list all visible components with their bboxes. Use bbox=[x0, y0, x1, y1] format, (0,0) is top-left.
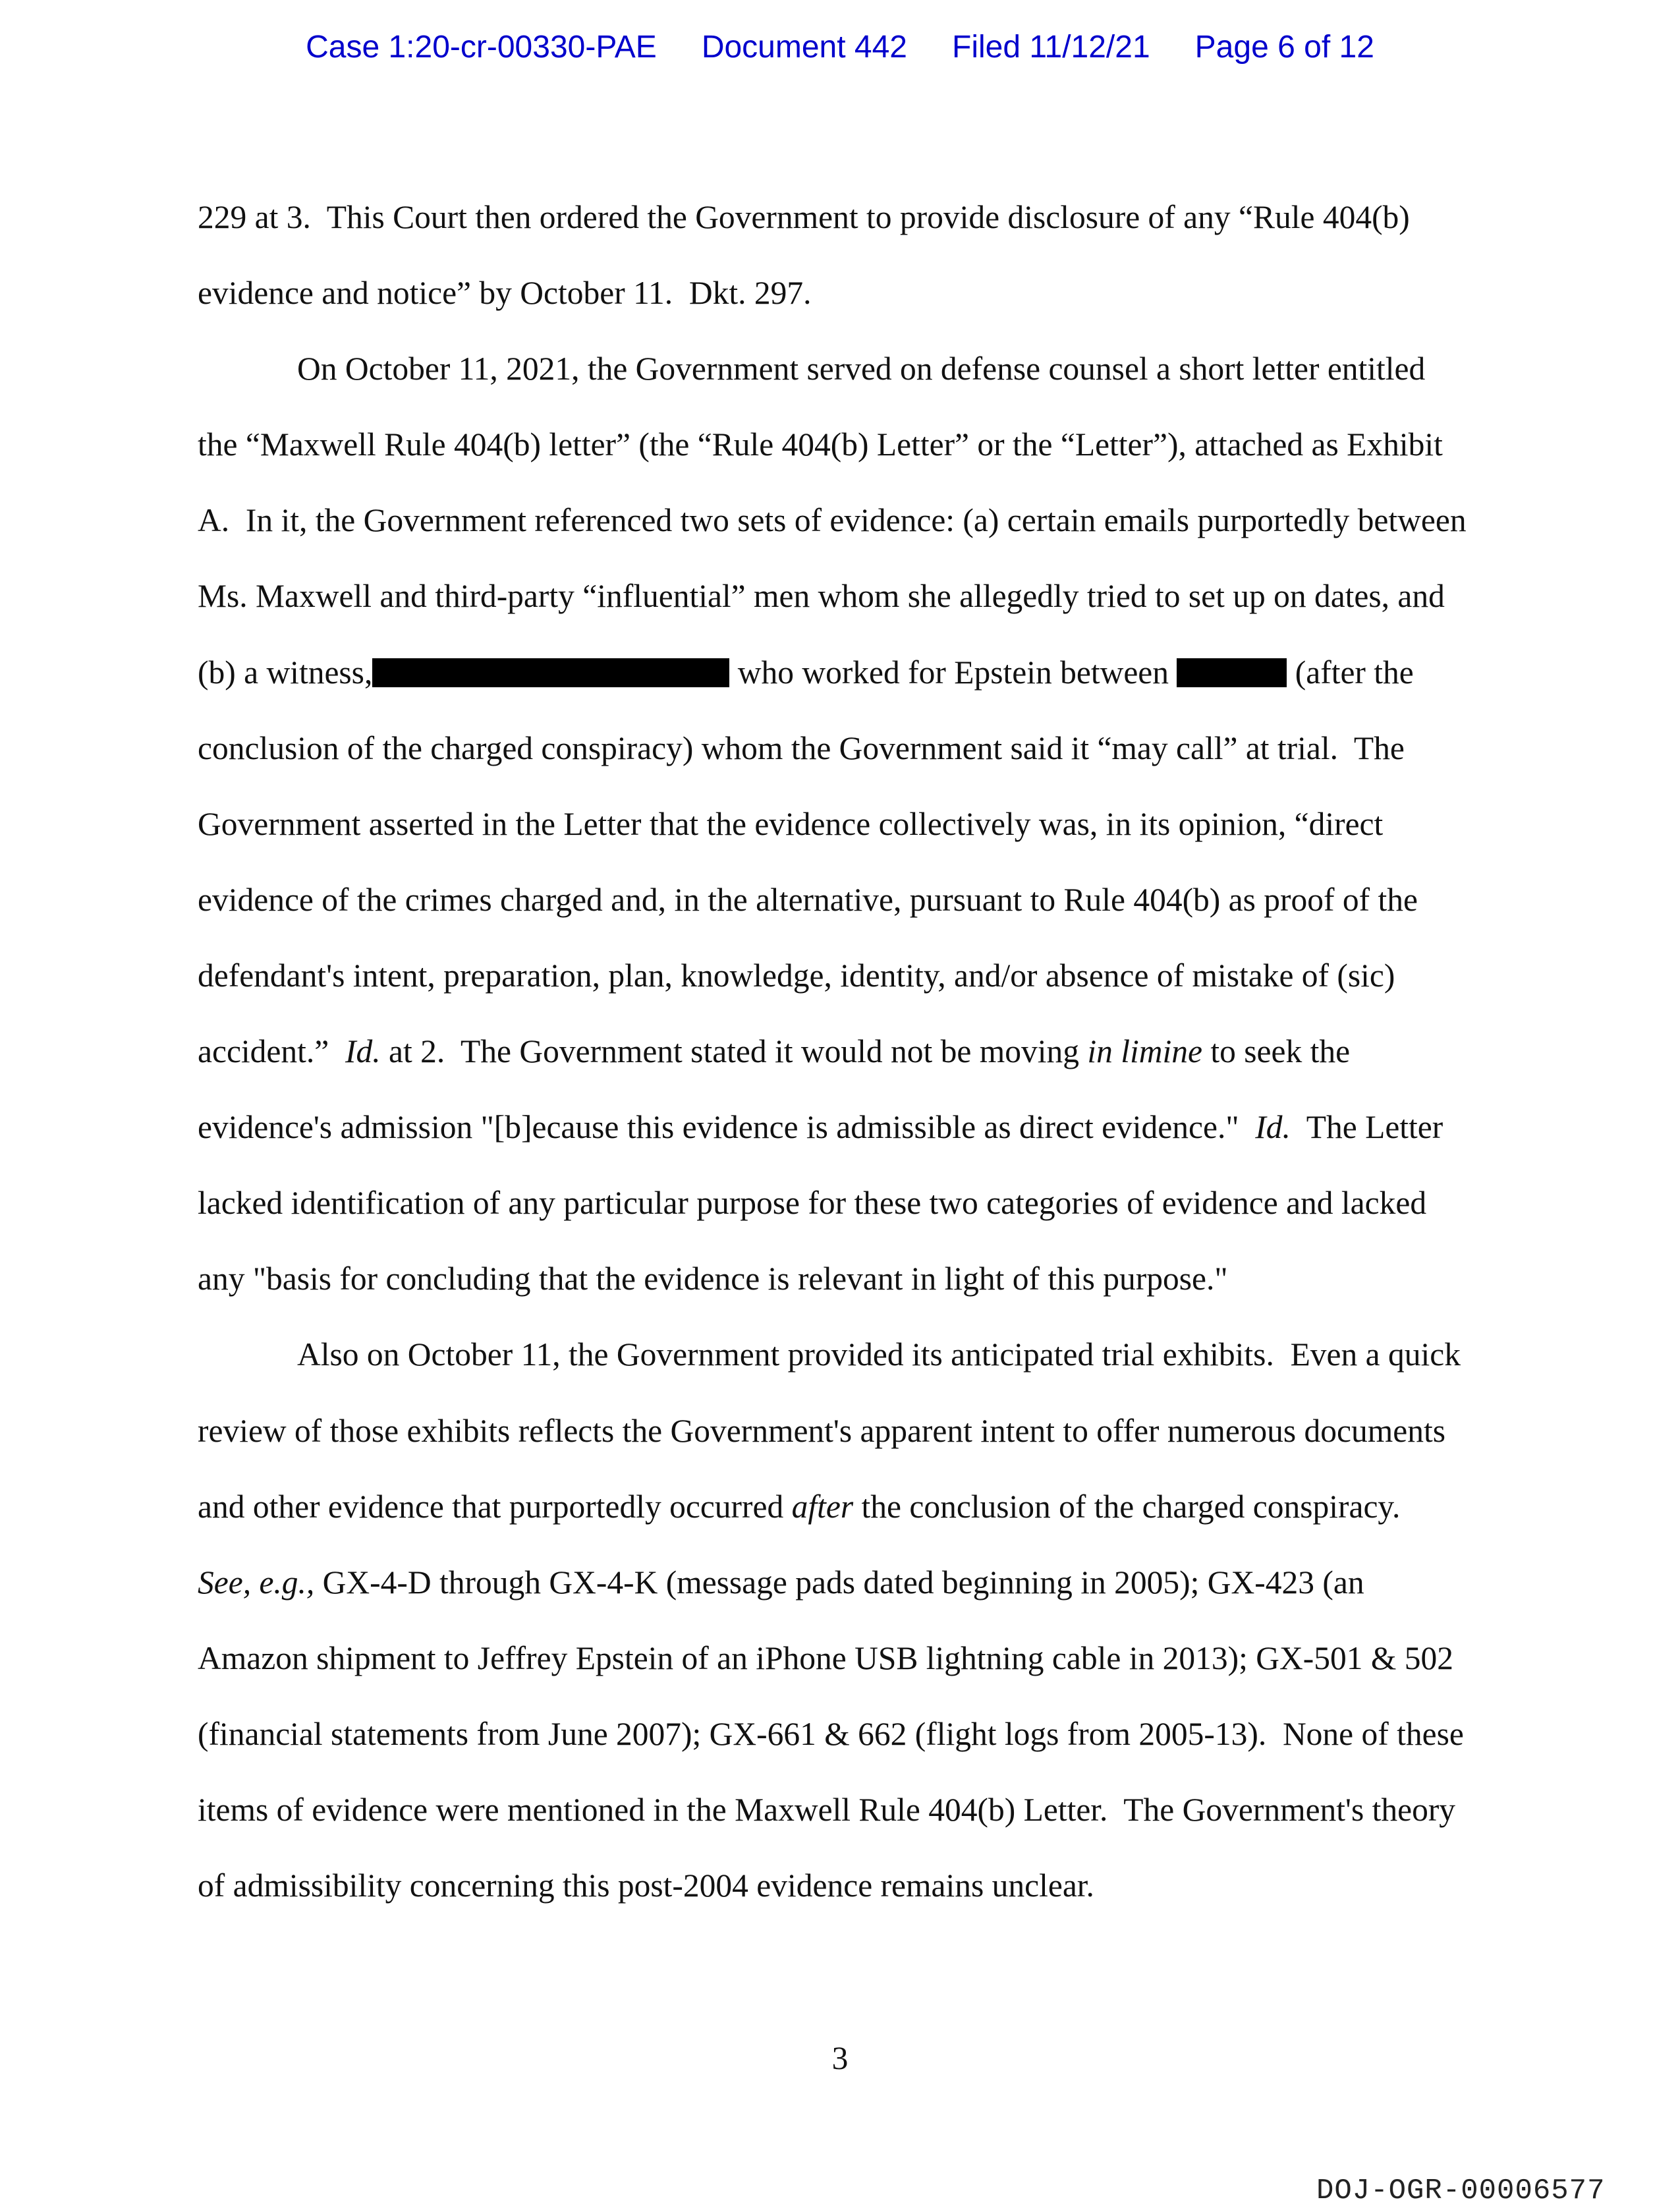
text-segment: at 2. The Government stated it would not be moving bbox=[380, 1033, 1088, 1070]
text-segment: (b) a witness, bbox=[198, 654, 373, 691]
text-line bbox=[198, 482, 1489, 558]
redaction-box bbox=[1177, 658, 1287, 687]
text-segment: (after the bbox=[1287, 654, 1414, 691]
text-segment: 229 at 3. This Court then ordered the Government to provide disclosure of any “Rule 404(b) bbox=[198, 199, 1410, 235]
text-segment: accident.” bbox=[198, 1033, 345, 1070]
bates-number: DOJ-OGR-00006577 bbox=[1316, 2174, 1606, 2207]
text-segment: (financial statements from June 2007); GX-661 & 662 (flight logs from 2005-13). None of these bbox=[198, 1715, 1464, 1752]
text-line bbox=[198, 1165, 1489, 1241]
text-segment: to seek the bbox=[1202, 1033, 1351, 1070]
text-segment: Government asserted in the Letter that the evidence collectively was, in its opinion, “direct bbox=[198, 805, 1384, 842]
document-body bbox=[198, 179, 1489, 1923]
text-segment: A. In it, the Government referenced two sets of evidence: (a) certain emails purportedly between bbox=[198, 502, 1467, 539]
text-line bbox=[198, 331, 1489, 407]
text-segment: who worked for Epstein between bbox=[729, 654, 1177, 691]
text-segment: the conclusion of the charged conspiracy. bbox=[853, 1488, 1401, 1525]
redaction-box bbox=[372, 658, 729, 687]
text-segment: of admissibility concerning this post-2004 evidence remains unclear. bbox=[198, 1867, 1094, 1904]
text-segment: The Letter bbox=[1290, 1109, 1443, 1146]
text-line bbox=[198, 1848, 1489, 1923]
document-number: Document 442 bbox=[701, 30, 907, 65]
text-segment: lacked identification of any particular purpose for these two categories of evidence and lacked bbox=[198, 1185, 1427, 1222]
text-segment: any "basis for concluding that the evidence is relevant in light of this purpose." bbox=[198, 1261, 1228, 1297]
text-segment: review of those exhibits reflects the Government's apparent intent to offer numerous documents bbox=[198, 1412, 1445, 1449]
text-segment: Also on October 11, the Government provided its anticipated trial exhibits. Even a quick bbox=[297, 1336, 1461, 1373]
text-line bbox=[198, 1241, 1489, 1317]
text-segment: evidence of the crimes charged and, in the alternative, pursuant to Rule 404(b) as proof of the bbox=[198, 881, 1418, 918]
text-line bbox=[198, 1620, 1489, 1696]
case-header bbox=[0, 29, 1680, 65]
text-segment: Ms. Maxwell and third-party “influential” men whom she allegedly tried to set up on dates, and bbox=[198, 578, 1445, 615]
text-line bbox=[198, 862, 1489, 938]
text-segment: defendant's intent, preparation, plan, knowledge, identity, and/or absence of mistake of (sic) bbox=[198, 957, 1395, 994]
text-line bbox=[198, 1317, 1489, 1392]
text-line bbox=[198, 558, 1489, 634]
text-line bbox=[198, 635, 1489, 710]
text-line bbox=[198, 786, 1489, 862]
text-segment: and other evidence that purportedly occurred bbox=[198, 1488, 792, 1525]
text-segment: evidence's admission "[b]ecause this evidence is admissible as direct evidence." bbox=[198, 1109, 1256, 1146]
text-line bbox=[198, 938, 1489, 1013]
text-line bbox=[198, 1013, 1489, 1089]
text-segment: conclusion of the charged conspiracy) whom the Government said it “may call” at trial. The bbox=[198, 729, 1405, 766]
text-line bbox=[198, 1089, 1489, 1165]
text-line bbox=[198, 179, 1489, 255]
text-line bbox=[198, 1393, 1489, 1469]
text-segment: items of evidence were mentioned in the Maxwell Rule 404(b) Letter. The Government's theory bbox=[198, 1791, 1456, 1828]
italic-text: See, e.g., bbox=[198, 1564, 315, 1601]
text-segment: evidence and notice” by October 11. Dkt. 297. bbox=[198, 275, 812, 312]
text-line bbox=[198, 1469, 1489, 1545]
italic-text: Id. bbox=[345, 1033, 381, 1070]
text-line bbox=[198, 1696, 1489, 1772]
italic-text: Id. bbox=[1255, 1109, 1291, 1146]
text-line bbox=[198, 1545, 1489, 1620]
italic-text: in limine bbox=[1087, 1033, 1202, 1070]
text-segment: On October 11, 2021, the Government served on defense counsel a short letter entitled bbox=[297, 351, 1426, 387]
text-line bbox=[198, 407, 1489, 482]
text-line bbox=[198, 710, 1489, 786]
text-segment: the “Maxwell Rule 404(b) letter” (the “Rule 404(b) Letter” or the “Letter”), attached as Exhibit bbox=[198, 426, 1443, 463]
italic-text: after bbox=[791, 1488, 854, 1525]
text-segment: GX-4-D through GX-4-K (message pads dated beginning in 2005); GX-423 (an bbox=[314, 1564, 1364, 1601]
case-number: Case 1:20-cr-00330-PAE bbox=[306, 30, 657, 65]
text-line bbox=[198, 255, 1489, 331]
page-number: 3 bbox=[831, 2040, 849, 2076]
text-segment: Amazon shipment to Jeffrey Epstein of an iPhone USB lightning cable in 2013); GX-501 & 502 bbox=[198, 1639, 1453, 1676]
page-indicator: Page 6 of 12 bbox=[1194, 30, 1374, 65]
filed-date: Filed 11/12/21 bbox=[952, 30, 1150, 65]
text-line bbox=[198, 1772, 1489, 1848]
